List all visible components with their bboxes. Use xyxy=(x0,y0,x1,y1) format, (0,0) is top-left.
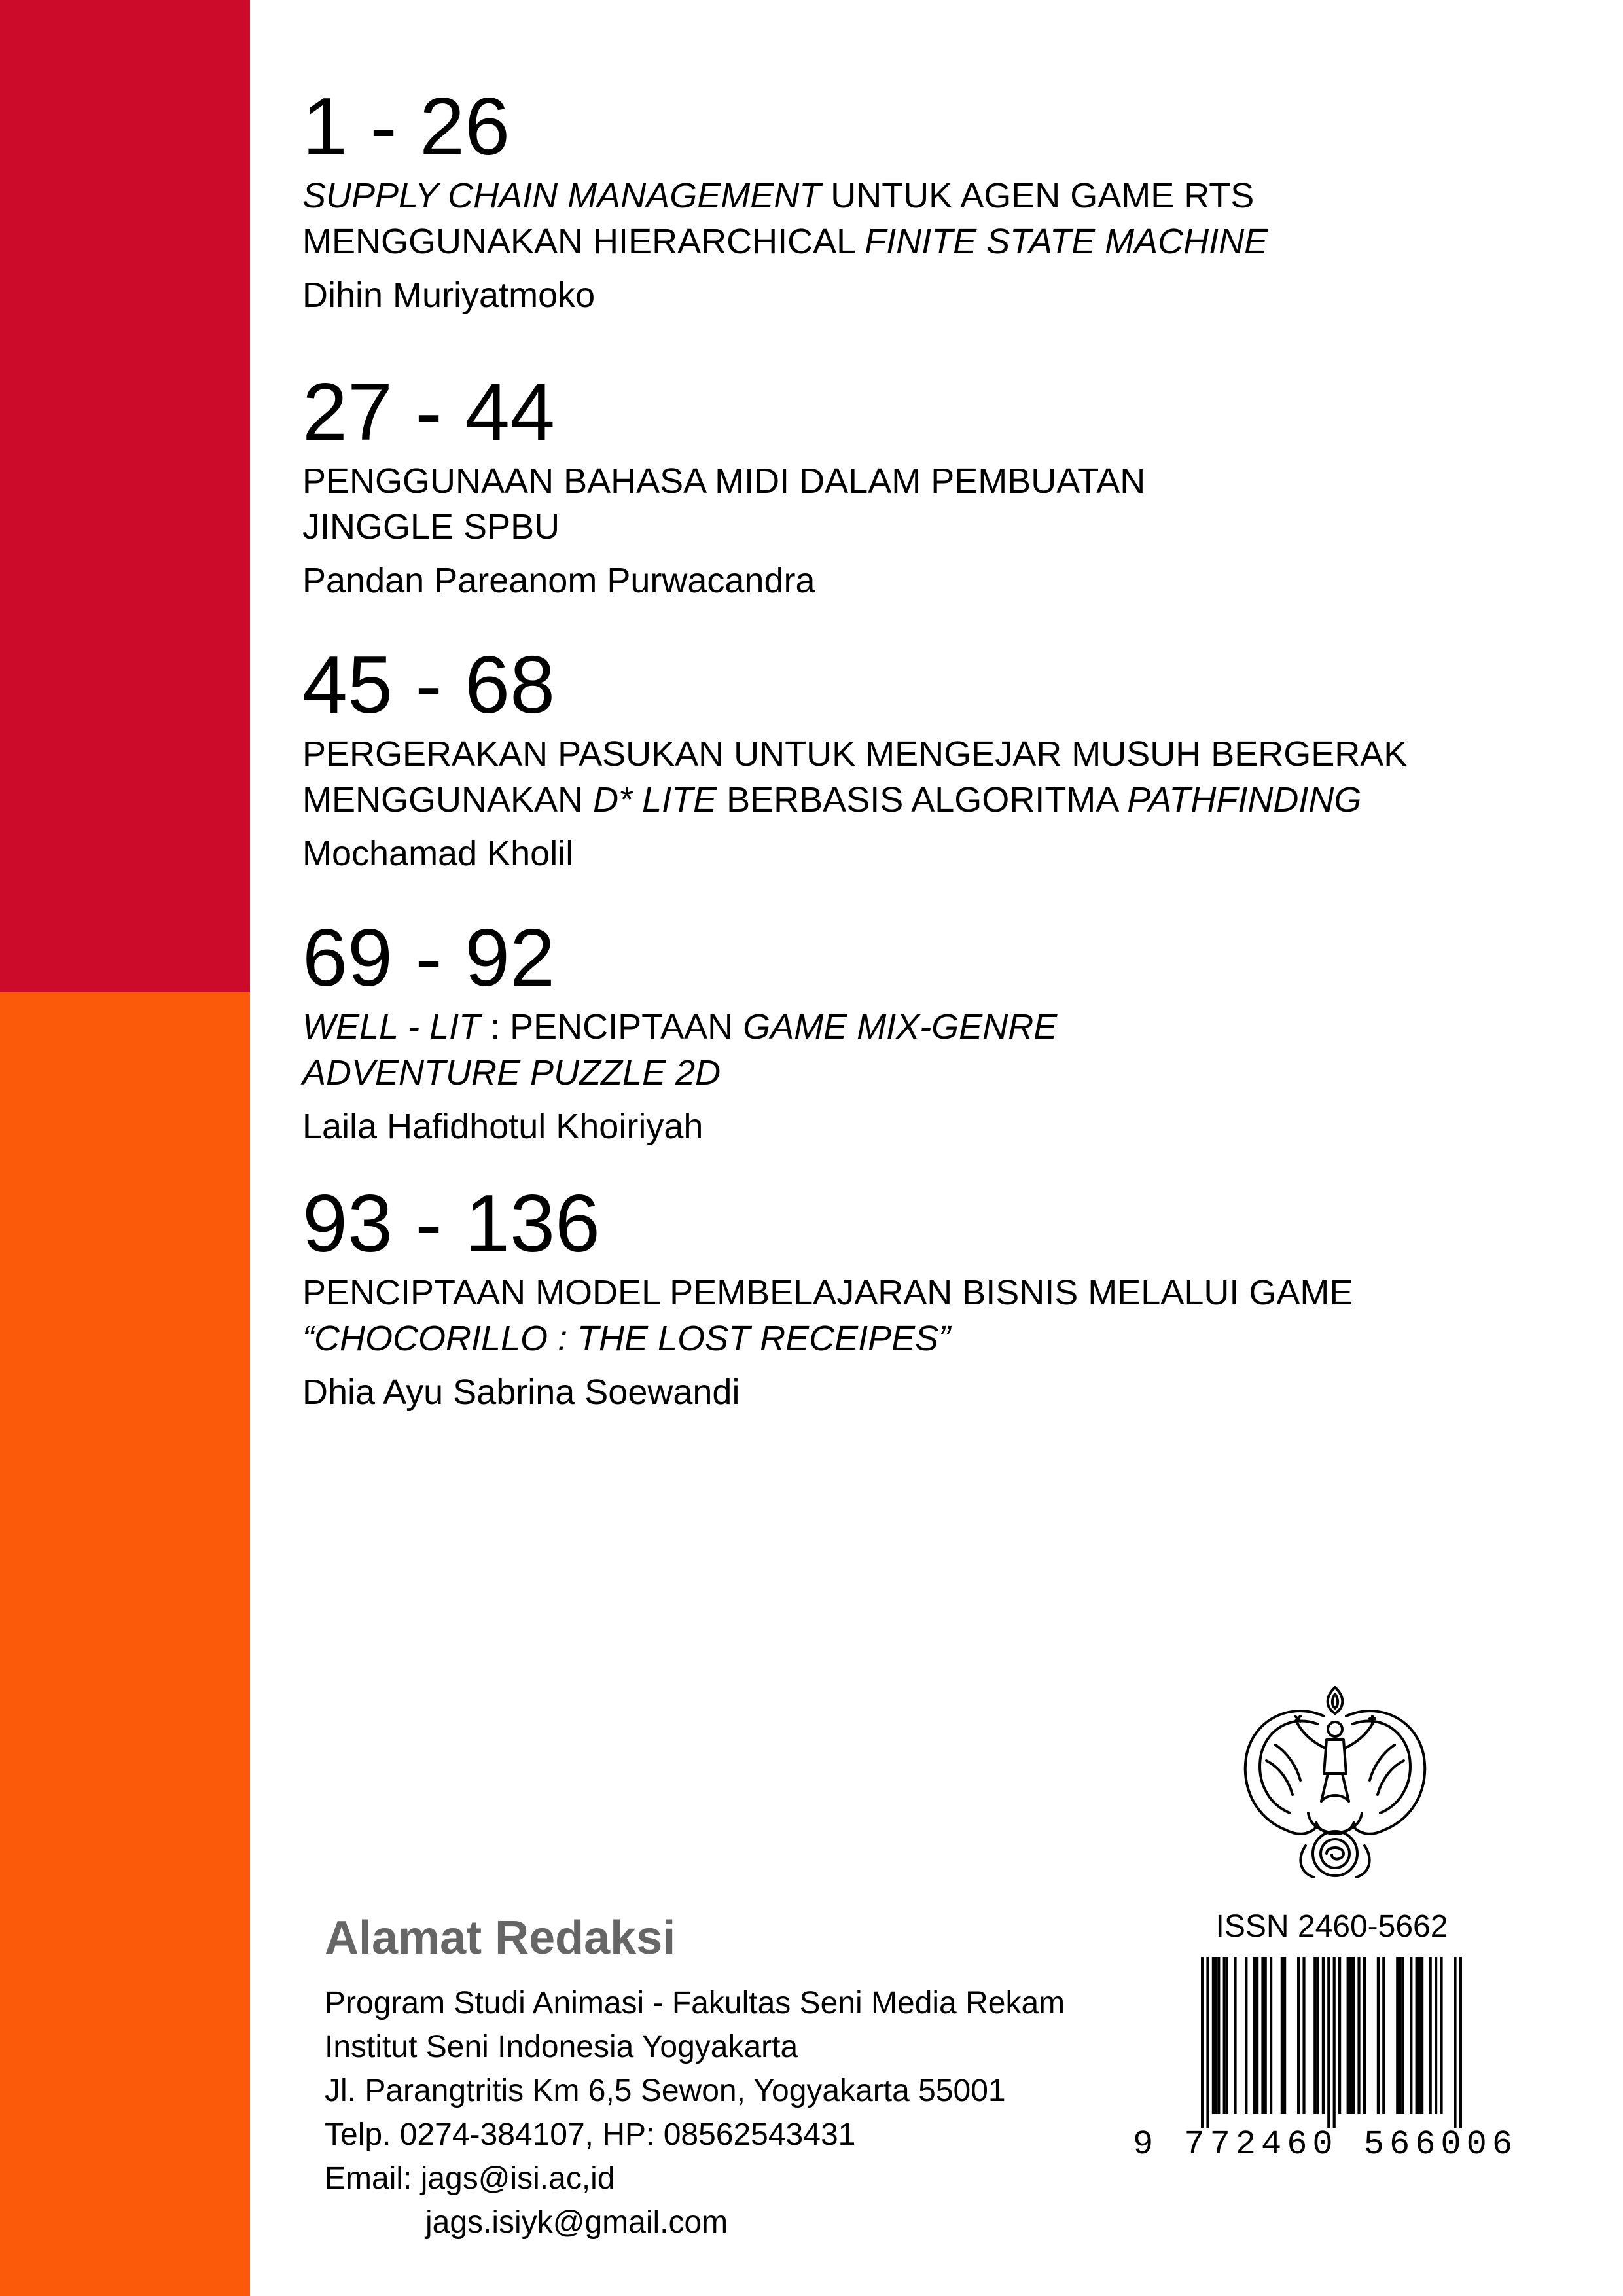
barcode-bar xyxy=(1402,1957,1404,2114)
barcode-bar xyxy=(1234,1957,1236,2114)
article-title xyxy=(302,1270,1585,1361)
issn-number: ISSN 2460-5662 xyxy=(1215,1909,1448,1944)
toc-entry xyxy=(302,640,1585,876)
title-italic-run: GAME MIX-GENRE xyxy=(743,1007,1058,1047)
barcode-bar xyxy=(1421,1957,1423,2114)
barcode-bar xyxy=(1223,1957,1226,2114)
barcode-bar xyxy=(1297,1957,1300,2114)
barcode-bar xyxy=(1363,1957,1366,2114)
email-line: Email: jags@isi.ac,id xyxy=(325,2161,615,2196)
title-italic-run: SUPPLY CHAIN MANAGEMENT xyxy=(302,176,821,215)
article-author: Dhia Ayu Sabrina Soewandi xyxy=(302,1372,740,1412)
red-side-band xyxy=(0,0,250,992)
barcode-bar xyxy=(1270,1957,1272,2114)
title-line xyxy=(302,219,1585,264)
barcode-bar xyxy=(1253,1957,1256,2114)
article-title xyxy=(302,173,1585,264)
barcode-guard-bar xyxy=(1206,1957,1209,2128)
title-line xyxy=(302,173,1585,219)
title-run: MENGGUNAKAN xyxy=(302,780,594,819)
barcode-bar xyxy=(1399,1957,1401,2114)
barcode-bar xyxy=(1217,1957,1220,2114)
title-line xyxy=(302,1270,1585,1316)
barcode-guard-bar xyxy=(1454,1957,1456,2128)
title-run: UNTUK AGEN GAME RTS xyxy=(821,176,1255,215)
barcode-bar xyxy=(1256,1957,1258,2114)
article-title xyxy=(302,1004,1585,1096)
article-author: Dihin Muriyatmoko xyxy=(302,276,596,315)
barcode-bar xyxy=(1396,1957,1399,2114)
title-italic-run: ADVENTURE PUZZLE 2D xyxy=(302,1053,721,1092)
orange-side-band xyxy=(0,992,250,2296)
title-italic-run: D* LITE xyxy=(593,780,717,819)
barcode-bar xyxy=(1212,1957,1215,2114)
barcode-bar xyxy=(1418,1957,1421,2114)
page-range: 1 - 26 xyxy=(302,82,510,172)
email-line-secondary: jags.isiyk@gmail.com xyxy=(425,2205,728,2240)
barcode-bar xyxy=(1215,1957,1217,2114)
barcode-guard-bar xyxy=(1459,1957,1462,2128)
barcode xyxy=(1132,1953,1518,2164)
barcode-bar xyxy=(1313,1957,1316,2114)
barcode-bar xyxy=(1382,1957,1385,2114)
barcode-bar xyxy=(1435,1957,1437,2114)
title-run: PENGGUNAAN BAHASA MIDI DALAM PEMBUATAN xyxy=(302,461,1146,501)
title-run: PERGERAKAN PASUKAN UNTUK MENGEJAR MUSUH BERGERAK xyxy=(302,734,1408,774)
article-author: Laila Hafidhotul Khoiriyah xyxy=(302,1107,704,1146)
title-run: : PENCIPTAAN xyxy=(480,1007,743,1047)
address-heading: Alamat Redaksi xyxy=(325,1912,676,1964)
barcode-guard-bar xyxy=(1333,1957,1336,2128)
page-range: 27 - 44 xyxy=(302,367,556,457)
page-range: 45 - 68 xyxy=(302,640,556,730)
page-range: 93 - 136 xyxy=(302,1179,601,1269)
barcode-bar xyxy=(1226,1957,1228,2114)
barcode-bar xyxy=(1281,1957,1283,2114)
page-range: 69 - 92 xyxy=(302,913,556,1003)
barcode-guard-bar xyxy=(1327,1957,1330,2128)
barcode-bar xyxy=(1416,1957,1418,2114)
editorial-address xyxy=(325,1914,1110,2244)
barcode-bar xyxy=(1264,1957,1267,2114)
title-run: JINGGLE SPBU xyxy=(302,507,560,547)
title-italic-run: PATHFINDING xyxy=(1127,780,1362,819)
title-run: PENCIPTAAN MODEL PEMBELAJARAN BISNIS MELALUI GAME xyxy=(302,1273,1353,1312)
title-run: MENGGUNAKAN HIERARCHICAL xyxy=(302,222,865,261)
title-line xyxy=(302,777,1585,823)
barcode-bar xyxy=(1377,1957,1380,2114)
title-run: BERBASIS ALGORITMA xyxy=(717,780,1128,819)
phone-line: Telp. 0274-384107, HP: 08562543431 xyxy=(325,2117,856,2152)
barcode-bar xyxy=(1316,1957,1319,2114)
barcode-guard-bar xyxy=(1201,1957,1204,2128)
barcode-bar xyxy=(1440,1957,1442,2114)
title-italic-run: WELL - LIT xyxy=(302,1007,481,1047)
article-title xyxy=(302,731,1585,823)
barcode-bar xyxy=(1352,1957,1355,2114)
barcode-bar xyxy=(1410,1957,1412,2114)
title-line xyxy=(302,1050,1585,1096)
barcode-bar xyxy=(1349,1957,1352,2114)
barcode-bar xyxy=(1338,1957,1341,2114)
article-title xyxy=(302,458,1585,550)
article-author: Mochamad Kholil xyxy=(302,834,574,873)
barcode-bar xyxy=(1347,1957,1349,2114)
barcode-bar xyxy=(1357,1957,1360,2114)
barcode-bar xyxy=(1429,1957,1432,2114)
barcode-bar xyxy=(1302,1957,1305,2114)
toc-entry xyxy=(302,367,1585,603)
barcode-bar xyxy=(1322,1957,1325,2114)
address-line: Jl. Parangtritis Km 6,5 Sewon, Yogyakarta 55001 xyxy=(325,2073,1006,2108)
barcode-bar xyxy=(1283,1957,1286,2114)
title-line xyxy=(302,1316,1585,1361)
toc-entry xyxy=(302,913,1585,1149)
toc-entry xyxy=(302,1179,1585,1415)
title-line xyxy=(302,504,1585,550)
title-line xyxy=(302,1004,1585,1050)
title-line xyxy=(302,731,1585,777)
address-line: Program Studi Animasi - Fakultas Seni Media Rekam xyxy=(325,1986,1065,2020)
address-line: Institut Seni Indonesia Yogyakarta xyxy=(325,2030,798,2064)
isi-yogyakarta-logo-icon xyxy=(1240,1682,1430,1885)
barcode-bar xyxy=(1261,1957,1264,2114)
title-italic-run: FINITE STATE MACHINE xyxy=(865,222,1268,261)
article-author: Pandan Pareanom Purwacandra xyxy=(302,561,815,600)
title-line xyxy=(302,458,1585,504)
toc-entry xyxy=(302,82,1585,318)
barcode-digits: 9 772460 566006 xyxy=(1132,2125,1518,2164)
title-italic-run: “CHOCORILLO : THE LOST RECEIPES” xyxy=(302,1319,951,1358)
barcode-bar xyxy=(1245,1957,1247,2114)
